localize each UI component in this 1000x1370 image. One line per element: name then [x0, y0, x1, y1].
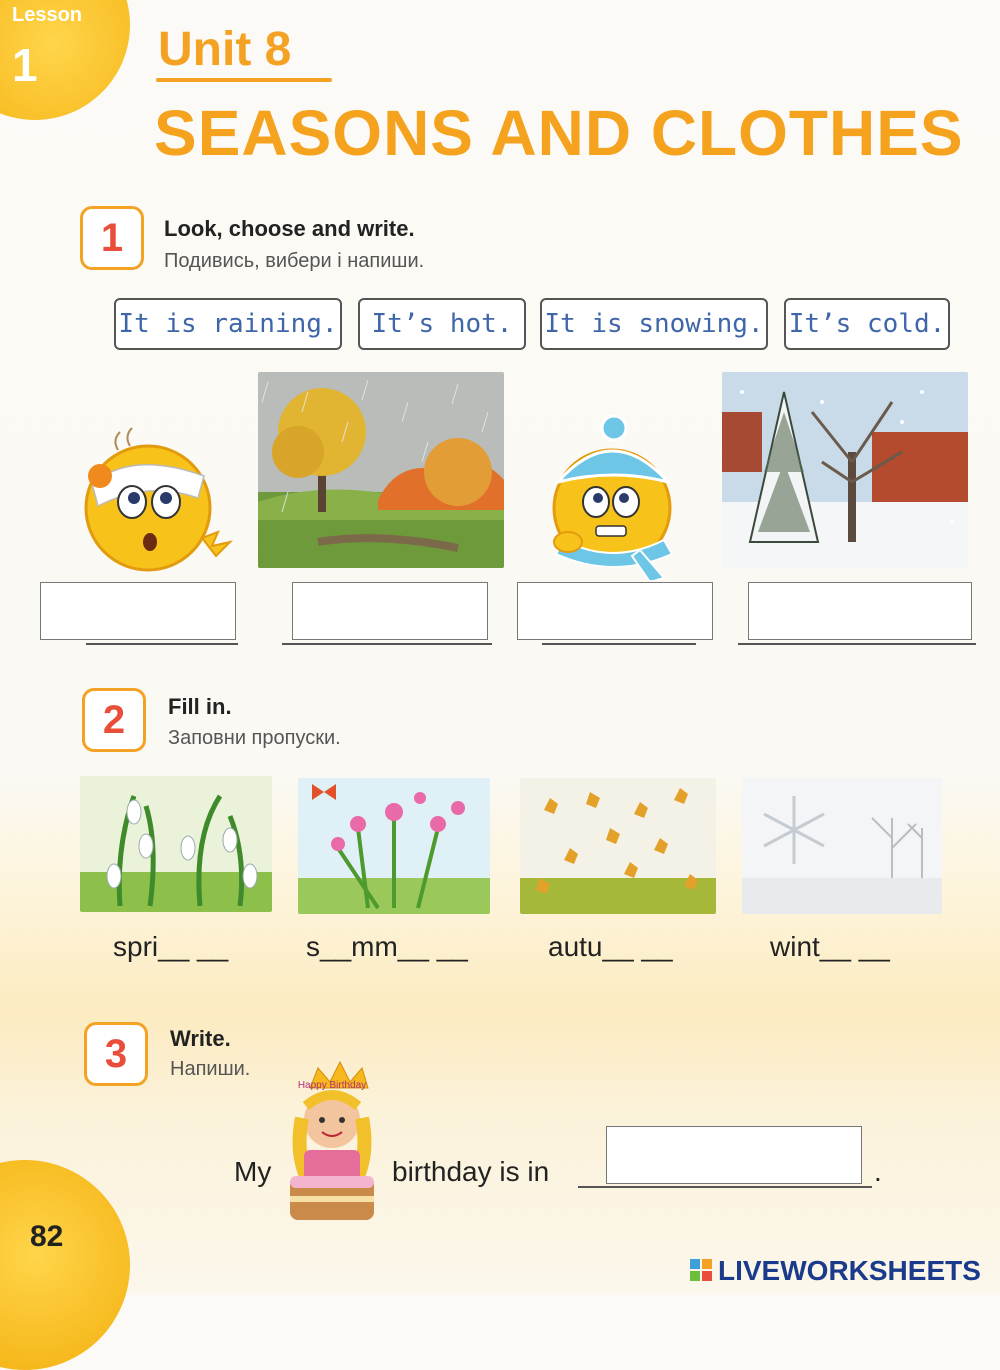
spring-snowdrops-picture — [80, 776, 272, 912]
task-3-instruction-ua: Напиши. — [170, 1058, 251, 1080]
task-1-instruction: Look, choose and write. — [164, 216, 415, 241]
task-2-number: 2 — [82, 688, 146, 752]
unit-underline — [156, 78, 332, 82]
summer-flowers-picture — [298, 778, 490, 914]
page-number-badge — [0, 1160, 130, 1370]
liveworksheets-brand[interactable]: LIVEWORKSHEETS — [718, 1255, 981, 1286]
answer-line-2 — [282, 643, 492, 645]
task-1-number: 1 — [80, 206, 144, 270]
phrase-cold: It’s cold. — [784, 298, 950, 350]
hot-emoji-picture — [70, 420, 240, 580]
word-autumn-blank[interactable]: autu__ __ — [548, 931, 673, 962]
birthday-answer-line — [578, 1186, 872, 1188]
task-3-number: 3 — [84, 1022, 148, 1086]
word-spring-blank[interactable]: spri__ __ — [113, 931, 229, 962]
unit-heading: Unit 8 — [158, 23, 292, 76]
page-title: SEASONS AND CLOTHES — [154, 97, 964, 169]
phrase-raining: It is raining. — [114, 298, 342, 350]
birthday-girl-picture — [280, 1058, 384, 1230]
phrase-snowing: It is snowing. — [540, 298, 768, 350]
snowy-winter-picture — [722, 372, 968, 568]
answer-box-4[interactable] — [748, 582, 972, 640]
page-number: 82 — [30, 1220, 64, 1253]
sentence-mid: birthday is in — [392, 1156, 550, 1187]
answer-box-1[interactable] — [40, 582, 236, 640]
task-2-instruction-ua: Заповни пропуски. — [168, 727, 341, 749]
winter-snowflake-picture — [742, 778, 942, 914]
answer-box-3[interactable] — [517, 582, 713, 640]
answer-line-4 — [738, 643, 976, 645]
answer-line-1 — [86, 643, 238, 645]
liveworksheets-logo-icon — [690, 1259, 712, 1281]
answer-box-2[interactable] — [292, 582, 488, 640]
rainy-autumn-picture — [258, 372, 504, 568]
cake-text: Happy Birthday — [297, 1080, 367, 1091]
lesson-label: Lesson — [12, 4, 83, 26]
task-3-instruction: Write. — [170, 1026, 231, 1051]
autumn-leaves-picture — [520, 778, 716, 914]
phrase-hot: It’s hot. — [358, 298, 526, 350]
word-winter-blank[interactable]: wint__ __ — [770, 931, 890, 962]
cold-emoji-picture — [540, 410, 700, 580]
answer-line-3 — [542, 643, 696, 645]
sentence-end: . — [874, 1156, 882, 1187]
task-1-instruction-ua: Подивись, вибери і напиши. — [164, 250, 425, 272]
lesson-number: 1 — [12, 39, 38, 91]
birthday-month-answer-box[interactable] — [606, 1126, 862, 1184]
sentence-start: My — [234, 1156, 272, 1187]
word-summer-blank[interactable]: s__mm__ __ — [306, 931, 468, 962]
task-2-instruction: Fill in. — [168, 694, 232, 719]
